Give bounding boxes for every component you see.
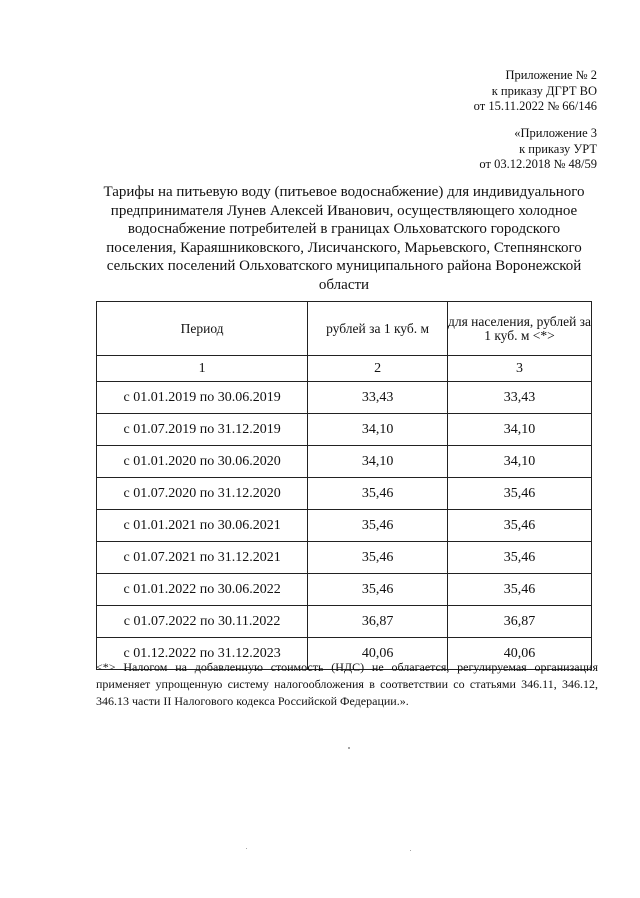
rate-cell: 34,10 [308, 446, 448, 478]
column-number: 1 [97, 356, 308, 382]
column-number: 2 [308, 356, 448, 382]
appendix-line: «Приложение 3 [514, 126, 597, 140]
rate-population-cell: 34,10 [447, 414, 591, 446]
rate-cell: 35,46 [308, 574, 448, 606]
period-cell: с 01.12.2022 по 31.12.2023 [97, 638, 308, 670]
period-cell: с 01.07.2020 по 31.12.2020 [97, 478, 308, 510]
period-cell: с 01.01.2019 по 30.06.2019 [97, 382, 308, 414]
appendix-line: от 03.12.2018 № 48/59 [479, 157, 597, 171]
appendix-line: от 15.11.2022 № 66/146 [473, 99, 597, 113]
period-cell: с 01.07.2019 по 31.12.2019 [97, 414, 308, 446]
rate-population-cell: 33,43 [447, 382, 591, 414]
scan-speck [410, 850, 411, 851]
column-number: 3 [447, 356, 591, 382]
table-row [97, 446, 592, 478]
rate-population-cell: 34,10 [447, 446, 591, 478]
appendix-line: к приказу ДГРТ ВО [491, 83, 597, 98]
period-cell: с 01.07.2021 по 31.12.2021 [97, 542, 308, 574]
rate-population-cell: 36,87 [447, 606, 591, 638]
tariff-table [96, 301, 592, 670]
rate-cell: 35,46 [308, 478, 448, 510]
original-appendix-reference [479, 126, 597, 173]
rate-population-cell: 40,06 [447, 638, 591, 670]
rate-population-cell: 35,46 [447, 510, 591, 542]
rate-cell: 36,87 [308, 606, 448, 638]
table-header-row [97, 302, 592, 356]
table-row [97, 478, 592, 510]
rate-cell: 35,46 [308, 542, 448, 574]
rate-cell: 34,10 [308, 414, 448, 446]
column-header-rate: рублей за 1 куб. м [308, 302, 448, 356]
scan-speck [348, 747, 350, 749]
column-number-row [97, 356, 592, 382]
table-row [97, 542, 592, 574]
period-cell: с 01.01.2020 по 30.06.2020 [97, 446, 308, 478]
table-row [97, 414, 592, 446]
column-header-period: Период [97, 302, 308, 356]
period-cell: с 01.01.2022 по 30.06.2022 [97, 574, 308, 606]
column-header-rate-population: для населения, рублей за 1 куб. м <*> [447, 302, 591, 356]
appendix-line: Приложение № 2 [505, 68, 597, 82]
period-cell: с 01.07.2022 по 30.11.2022 [97, 606, 308, 638]
rate-cell: 35,46 [308, 510, 448, 542]
rate-cell: 40,06 [308, 638, 448, 670]
table-row [97, 382, 592, 414]
appendix-reference [474, 68, 597, 115]
document-title: Тарифы на питьевую воду (питьевое водоснабжение) для индивидуального предпринимателя Лунев Алексей Иванович, осуществляющего холодное водоснабжение потребителей в границах Ольховатского городского поселения, Караяшниковского, Лисичанского, Марьевского, Степнянского сельских поселений Ольховатского муниципального района Воронежской области [103, 184, 585, 293]
table-row [97, 606, 592, 638]
table-row [97, 510, 592, 542]
rate-population-cell: 35,46 [447, 478, 591, 510]
scan-speck [246, 848, 247, 849]
rate-population-cell: 35,46 [447, 542, 591, 574]
footnote: <*> Налогом на добавленную стоимость (НДС) не облагается, регулируемая организация применяет упрощенную систему налогообложения в соответствии со статьями 346.11, 346.12, 346.13 части II Налогового кодекса Российской Федерации.». [96, 660, 598, 708]
table-row [97, 574, 592, 606]
period-cell: с 01.01.2021 по 30.06.2021 [97, 510, 308, 542]
appendix-line: к приказу УРТ [519, 141, 597, 156]
rate-population-cell: 35,46 [447, 574, 591, 606]
rate-cell: 33,43 [308, 382, 448, 414]
